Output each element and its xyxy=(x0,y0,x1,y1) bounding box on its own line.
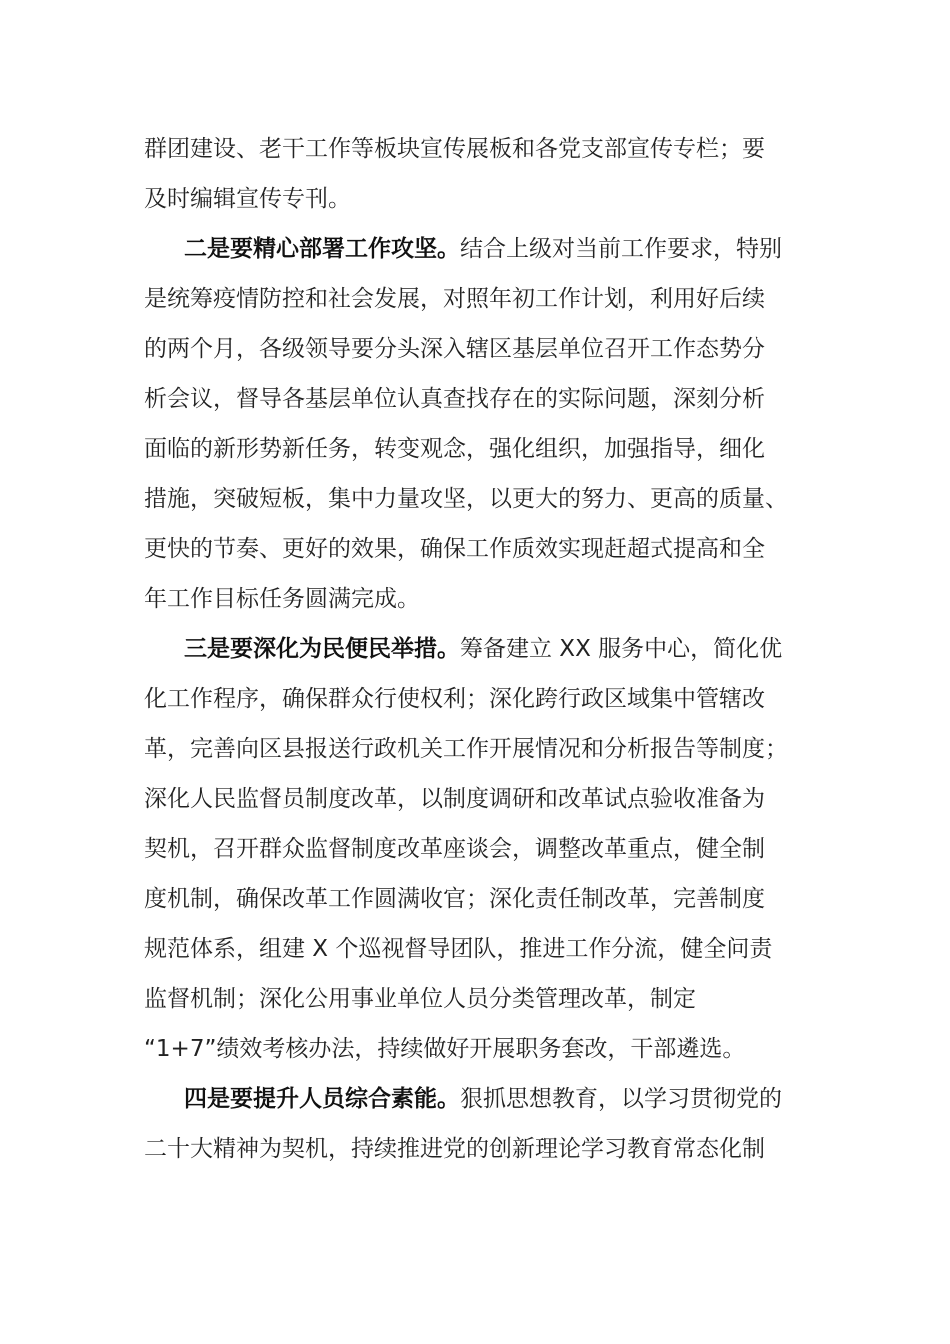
text-line: 是统筹疫情防控和社会发展，对照年初工作计划，利用好后续 xyxy=(144,286,765,312)
text-line: 度机制，确保改革工作圆满收官；深化责任制改革，完善制度 xyxy=(144,886,765,912)
text-line: 年工作目标任务圆满完成。 xyxy=(144,586,420,612)
paragraph-heading-line: 二是要精心部署工作攻坚。结合上级对当前工作要求，特别 xyxy=(184,236,782,262)
text-line: 化工作程序，确保群众行使权利；深化跨行政区域集中管辖改 xyxy=(144,686,765,712)
text-line: 规范体系，组建 X 个巡视督导团队，推进工作分流，健全问责 xyxy=(144,936,773,962)
text-line: 析会议，督导各基层单位认真查找存在的实际问题，深刻分析 xyxy=(144,386,765,412)
paragraph-heading-line: 三是要深化为民便民举措。筹备建立 XX 服务中心，简化优 xyxy=(184,636,783,662)
text-line: 的两个月，各级领导要分头深入辖区基层单位召开工作态势分 xyxy=(144,336,765,362)
paragraph-heading: 四是要提升人员综合素能。 xyxy=(184,1086,460,1112)
paragraph-heading: 三是要深化为民便民举措。 xyxy=(184,636,460,662)
text-line: 二十大精神为契机，持续推进党的创新理论学习教育常态化制 xyxy=(144,1136,765,1162)
paragraph-heading-line: 四是要提升人员综合素能。狠抓思想教育，以学习贯彻党的 xyxy=(184,1086,782,1112)
text-line: 及时编辑宣传专刊。 xyxy=(144,186,351,212)
text-line: 更快的节奏、更好的效果，确保工作质效实现赶超式提高和全 xyxy=(144,536,765,562)
paragraph-heading: 二是要精心部署工作攻坚。 xyxy=(184,236,460,262)
text-line: 面临的新形势新任务，转变观念，强化组织，加强指导，细化 xyxy=(144,436,765,462)
text-line: 契机，召开群众监督制度改革座谈会，调整改革重点，健全制 xyxy=(144,836,765,862)
text-line: 监督机制；深化公用事业单位人员分类管理改革，制定 xyxy=(144,986,696,1012)
text-line: 措施，突破短板，集中力量攻坚，以更大的努力、更高的质量、 xyxy=(144,486,788,512)
body-text xyxy=(144,124,814,1174)
text-line: 深化人民监督员制度改革，以制度调研和改革试点验收准备为 xyxy=(144,786,765,812)
text-line: 群团建设、老干工作等板块宣传展板和各党支部宣传专栏；要 xyxy=(144,136,765,162)
text-line: 革，完善向区县报送行政机关工作开展情况和分析报告等制度； xyxy=(144,736,788,762)
text-line: “1+7”绩效考核办法，持续做好开展职务套改，干部遴选。 xyxy=(144,1036,746,1062)
